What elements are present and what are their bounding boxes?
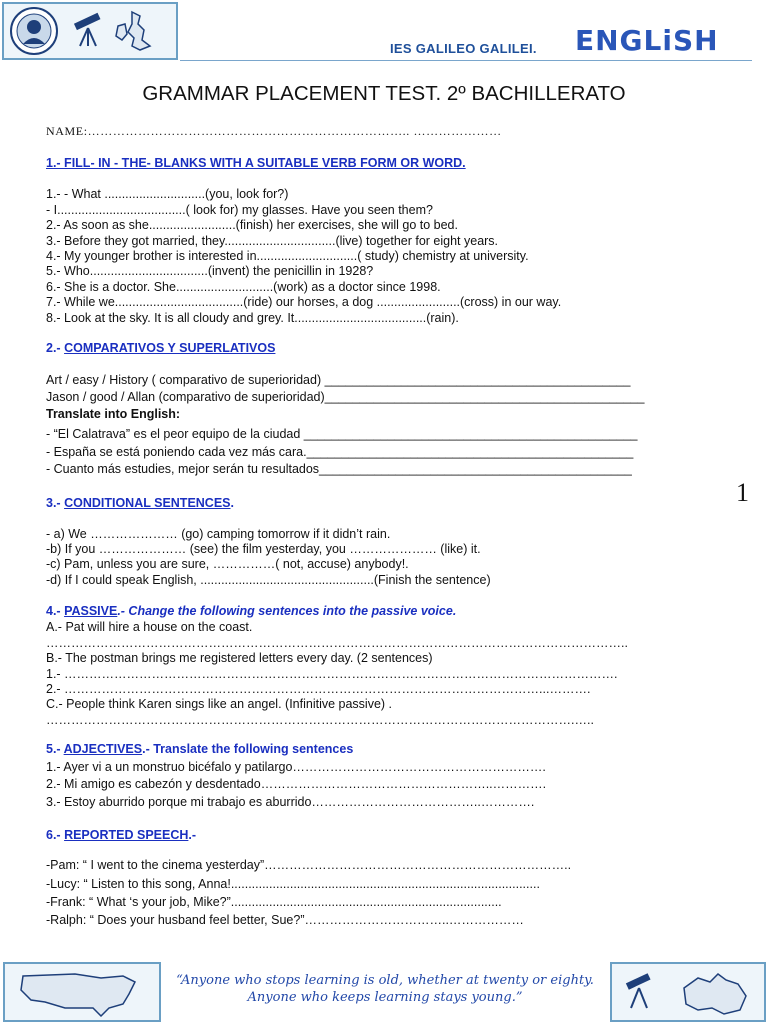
section3-suffix: .	[230, 496, 234, 510]
section5-line: 3.- Estoy aburrido porque mi trabajo es aburrido…………………………………..………….	[46, 795, 535, 809]
section3-line: -c) Pam, unless you are sure, ……………( not, accuse) anybody!.	[46, 557, 409, 571]
section4-line: ……………………………………………………………………………………………………………….…..	[46, 713, 594, 727]
section4-line: B.- The postman brings me registered letters every day. (2 sentences)	[46, 651, 433, 665]
section6-suffix: .-	[188, 828, 197, 842]
australia-map-icon	[684, 974, 746, 1014]
section3-line: -d) If I could speak English, ..................................................(Finish the sentence)	[46, 573, 491, 587]
footer-quote	[160, 972, 610, 1006]
section3-heading-text: CONDITIONAL SENTENCES	[64, 496, 231, 510]
section4-line: C.- People think Karen sings like an angel. (Infinitive passive) .	[46, 697, 393, 711]
section5-number: 5.-	[46, 742, 64, 756]
telescope-icon	[74, 13, 101, 46]
section1-line: 2.- As soon as she.........................(finish) her exercises, she will go to bed.	[46, 218, 458, 232]
section2-line: Art / easy / History ( comparativo de superioridad) ____________________________________________	[46, 373, 631, 387]
section2-translate-line: - Cuanto más estudies, mejor serán tu resultados_____________________________________________	[46, 462, 632, 476]
usa-map-icon	[21, 974, 135, 1016]
section1-line: 8.- Look at the sky. It is all cloudy and grey. It......................................(rain).	[46, 311, 459, 325]
footer-australia-map	[610, 962, 766, 1022]
section2-translate-line: - España se está poniendo cada vez más cara._______________________________________________	[46, 445, 634, 459]
section4-instruction: .- Change the following sentences into the passive voice.	[117, 604, 457, 618]
section4-line: 2.- ……………………………………………………………………………………………………...……….	[46, 682, 591, 696]
section2-heading	[46, 341, 275, 355]
galileo-portrait-icon	[11, 8, 57, 54]
section5-line: 1.- Ayer vi a un monstruo bicéfalo y patilargo…………………………………………………….	[46, 760, 546, 774]
section6-heading-text: REPORTED SPEECH	[64, 828, 189, 842]
section6-line: -Frank: “ What ‘s your job, Mike?”..............................................................................	[46, 895, 502, 909]
section6-line: -Lucy: “ Listen to this song, Anna!.........................................................................................	[46, 877, 540, 891]
section5-heading	[46, 742, 353, 756]
section2-line: Jason / good / Allan (comparativo de superioridad)______________________________________________	[46, 390, 645, 404]
british-isles-map-icon	[116, 12, 150, 50]
section1-line: 4.- My younger brother is interested in.............................( study) chemistry at university.	[46, 249, 529, 263]
section1-heading	[46, 156, 466, 170]
translate-label: Translate into English:	[46, 407, 181, 421]
section1-line: 5.- Who..................................(invent) the penicillin in 1928?	[46, 264, 374, 278]
section5-heading-text: ADJECTIVES	[63, 742, 143, 756]
page-title: GRAMMAR PLACEMENT TEST. 2º BACHILLERATO	[142, 82, 626, 105]
section1-line: - I.....................................( look for) my glasses. Have you seen them?	[46, 203, 433, 217]
section3-line: - a) We ………………… (go) camping tomorrow if it didn’t rain.	[46, 527, 391, 541]
page-number: 1	[736, 478, 749, 507]
section1-line: 7.- While we.....................................(ride) our horses, a dog ........................(cross) in our way.	[46, 295, 562, 309]
name-field: NAME:………………………………………………………………….. …………………	[46, 124, 502, 138]
footer-usa-map	[3, 962, 161, 1022]
section4-line: …………………………………………………………………………………………………………………………..	[46, 636, 628, 650]
english-brand-logo: ENGLiSH	[575, 24, 719, 57]
section4-line: A.- Pat will hire a house on the coast.	[46, 620, 253, 634]
section1-line: 6.- She is a doctor. She............................(work) as a doctor since 1998.	[46, 280, 441, 294]
section1-heading-text: 1.- FILL- IN - THE- BLANKS WITH A SUITABLE VERB FORM OR WORD.	[46, 156, 466, 170]
section3-heading	[46, 496, 234, 510]
section4-line: 1.- …………………………………………………………………………………………………………………….	[46, 667, 618, 681]
quote-line-1: “Anyone who stops learning is old, whether at twenty or eighty.	[176, 973, 594, 988]
section6-heading	[46, 828, 196, 842]
header-logo-strip	[2, 2, 178, 60]
section5-line: 2.- Mi amigo es cabezón y desdentado………………………………………………..………….	[46, 777, 547, 791]
section2-number: 2.-	[46, 341, 65, 355]
section6-line: -Pam: “ I went to the cinema yesterday”………………………………………………………………..	[46, 858, 572, 872]
section1-line: 3.- Before they got married, they................................(live) together for eight years.	[46, 234, 499, 248]
header-divider	[180, 60, 752, 61]
telescope-icon	[626, 973, 651, 1008]
section2-heading-text: COMPARATIVOS Y SUPERLATIVOS	[64, 341, 276, 355]
section3-line: -b) If you ………………… (see) the film yesterday, you ………………… (like) it.	[46, 542, 481, 556]
section6-number: 6.-	[46, 828, 65, 842]
section4-number: 4.-	[46, 604, 65, 618]
section6-line: -Ralph: “ Does your husband feel better, Sue?”……………………………..………………	[46, 913, 524, 927]
section5-instruction: .- Translate the following sentences	[142, 742, 354, 756]
section2-translate-line: - “El Calatrava” es el peor equipo de la ciudad ________________________________________________	[46, 427, 638, 441]
section4-heading	[46, 604, 456, 618]
section3-number: 3.-	[46, 496, 65, 510]
section1-line: 1.- - What .............................(you, look for?)	[46, 187, 289, 201]
quote-line-2: Anyone who keeps learning stays young.”	[247, 990, 523, 1005]
section4-heading-text: PASSIVE	[64, 604, 118, 618]
school-name: IES GALILEO GALILEI.	[390, 41, 537, 56]
